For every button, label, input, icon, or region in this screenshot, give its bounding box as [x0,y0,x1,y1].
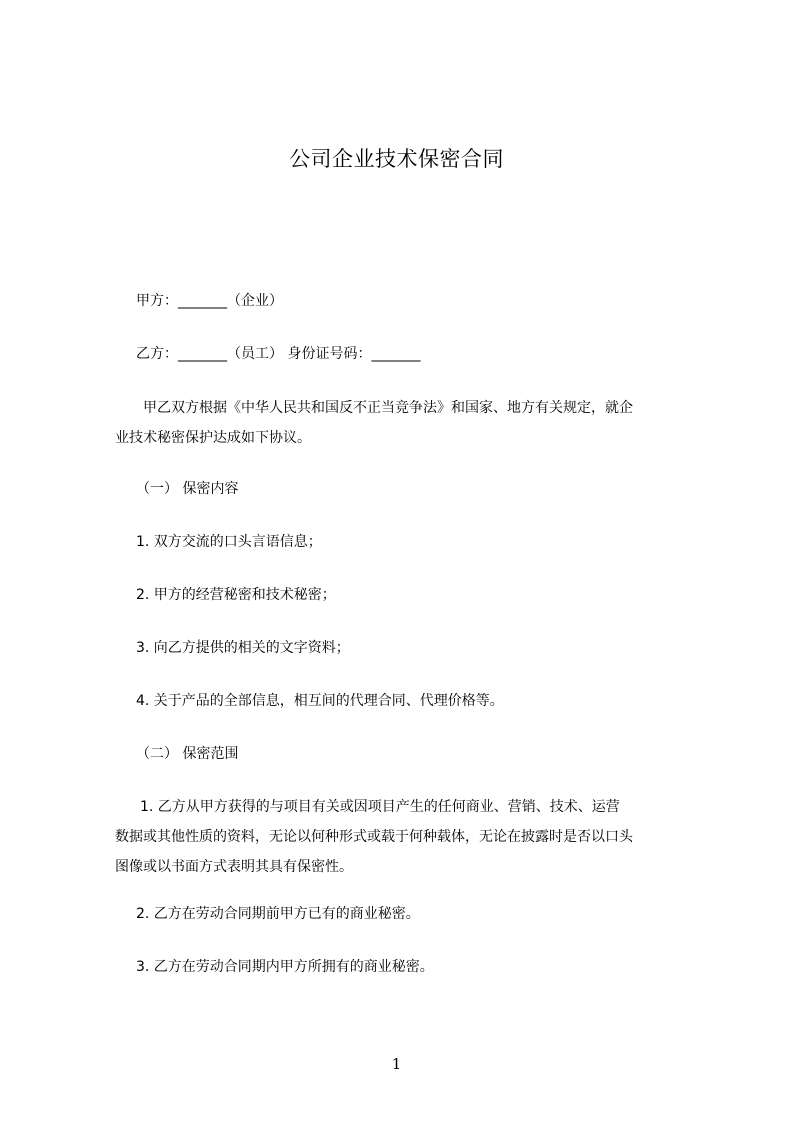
section-2-item-3: 3. 乙方在劳动合同期内甲方所拥有的商业秘密。 [136,959,434,975]
section-1-item-4: 4. 关于产品的全部信息，相互间的代理合同、代理价格等。 [136,693,504,709]
party-b-line: 乙方：_______（员工） 身份证号码：_______ [136,346,421,362]
section-1-item-3: 3. 向乙方提供的相关的文字资料； [136,640,350,656]
party-a-line: 甲方：_______（企业） [136,293,283,309]
intro-paragraph [115,393,715,453]
section-2-item-1-line-1: 1. 乙方从甲方获得的与项目有关或因项目产生的任何商业、营销、技术、运营 [140,799,620,815]
page-number: 1 [391,1055,402,1073]
section-2-heading: （二） 保密范围 [136,746,239,762]
section-2-item-1-line-3: 图像或以书面方式表明其具有保密性。 [115,859,353,875]
document-title: 公司企业技术保密合同 [289,147,504,171]
section-1-heading: （一） 保密内容 [136,481,239,497]
intro-line-2: 业技术秘密保护达成如下协议。 [115,430,311,446]
section-1-item-2: 2. 甲方的经营秘密和技术秘密； [136,587,336,603]
section-2-item-1-line-2: 数据或其他性质的资料，无论以何种形式或载于何种载体，无论在披露时是否以口头 [115,829,633,845]
intro-line-1: 甲乙双方根据《中华人民共和国反不正当竞争法》和国家、地方有关规定，就企 [143,400,633,416]
section-1-item-1: 1. 双方交流的口头言语信息； [136,534,322,550]
section-2-item-2: 2. 乙方在劳动合同期前甲方已有的商业秘密。 [136,906,420,922]
section-2-item-1 [115,792,715,882]
